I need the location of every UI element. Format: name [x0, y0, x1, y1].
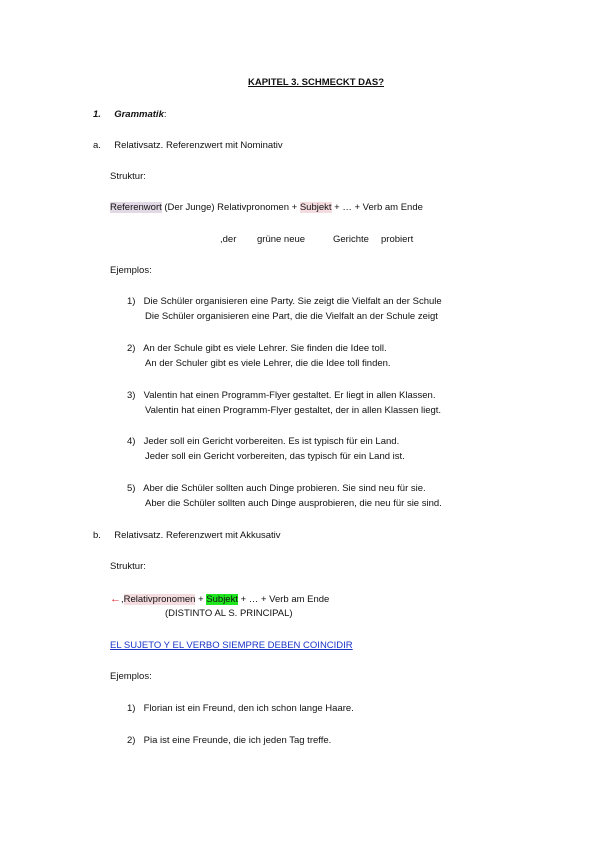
- example-item: [127, 483, 426, 494]
- example-number: 1): [127, 296, 136, 307]
- example-item: [127, 390, 435, 401]
- example-word-probiert: probiert: [381, 234, 414, 245]
- ejemplos-label: Ejemplos:: [110, 265, 152, 276]
- subsection-a-heading: [93, 140, 283, 151]
- formula-note: (DISTINTO AL S. PRINCIPAL): [165, 608, 293, 619]
- rule-link[interactable]: EL SUJETO Y EL VERBO SIEMPRE DEBEN COINCIDIR: [110, 640, 353, 651]
- example-line-2: Jeder soll ein Gericht vorbereiten, das typisch für ein Land ist.: [145, 451, 405, 462]
- subjekt-highlight: Subjekt: [206, 594, 238, 605]
- relativpronomen-highlight: Relativpronomen: [123, 594, 196, 605]
- struktur-label: Struktur:: [110, 171, 146, 182]
- example-number: 4): [127, 436, 136, 447]
- example-item: [127, 703, 354, 714]
- example-number: 3): [127, 390, 136, 401]
- subsection-b-heading: [93, 530, 281, 541]
- example-line-2: An der Schuler gibt es viele Lehrer, die die Idee toll finden.: [145, 358, 391, 369]
- formula-plus: +: [195, 594, 207, 605]
- example-line-1: Valentin hat einen Programm-Flyer gestaltet. Er liegt in allen Klassen.: [143, 390, 436, 401]
- example-number: 5): [127, 483, 136, 494]
- struktur-label: Struktur:: [110, 561, 146, 572]
- section-heading-grammatik: [93, 109, 167, 120]
- example-word-der: ,der: [220, 234, 237, 245]
- example-item: [127, 296, 442, 307]
- example-text: Florian ist ein Freund, den ich schon lange Haare.: [143, 703, 354, 714]
- example-item: [127, 343, 387, 354]
- example-line-1: Die Schüler organisieren eine Party. Sie zeigt die Vielfalt an der Schule: [143, 296, 442, 307]
- example-number: 2): [127, 735, 136, 746]
- example-text: Pia ist eine Freunde, die ich jeden Tag treffe.: [143, 735, 332, 746]
- example-line-2: Die Schüler organisieren eine Part, die die Vielfalt an der Schule zeigt: [145, 311, 438, 322]
- formula-tail: + … + Verb am Ende: [237, 594, 330, 605]
- subsection-title: Relativsatz. Referenzwert mit Akkusativ: [114, 530, 281, 541]
- formula-comma: ,: [121, 594, 124, 605]
- example-line-2: Aber die Schüler sollten auch Dinge ausprobieren, die neu für sie sind.: [145, 498, 442, 509]
- formula-tail: + … + Verb am Ende: [331, 202, 423, 213]
- example-item: [127, 735, 331, 746]
- section-colon: :: [163, 109, 167, 120]
- subjekt-highlight: Subjekt: [299, 202, 332, 213]
- section-label: Grammatik: [114, 109, 164, 120]
- subsection-letter: a.: [93, 140, 101, 151]
- subsection-letter: b.: [93, 530, 101, 541]
- left-arrow-icon: ←: [110, 593, 121, 605]
- section-number: 1.: [93, 109, 101, 120]
- example-word-gerichte: Gerichte: [333, 234, 369, 245]
- referenzwort-highlight: Referenwort: [110, 202, 162, 213]
- struktur-formula: [110, 593, 329, 605]
- ejemplos-label: Ejemplos:: [110, 671, 152, 682]
- example-number: 2): [127, 343, 136, 354]
- struktur-formula: [110, 202, 423, 213]
- example-item: [127, 436, 399, 447]
- example-line-1: Aber die Schüler sollten auch Dinge probieren. Sie sind neu für sie.: [143, 483, 426, 494]
- page-title: KAPITEL 3. SCHMECKT DAS?: [248, 77, 385, 88]
- subsection-title: Relativsatz. Referenzwert mit Nominativ: [114, 140, 283, 151]
- example-word-grune-neue: grüne neue: [257, 234, 306, 245]
- formula-middle: (Der Junge) Relativpronomen +: [161, 202, 300, 213]
- example-line-2: Valentin hat einen Programm-Flyer gestaltet, der in allen Klassen liegt.: [145, 405, 442, 416]
- example-line-1: An der Schule gibt es viele Lehrer. Sie finden die Idee toll.: [143, 343, 387, 354]
- example-line-1: Jeder soll ein Gericht vorbereiten. Es ist typisch für ein Land.: [143, 436, 400, 447]
- example-number: 1): [127, 703, 136, 714]
